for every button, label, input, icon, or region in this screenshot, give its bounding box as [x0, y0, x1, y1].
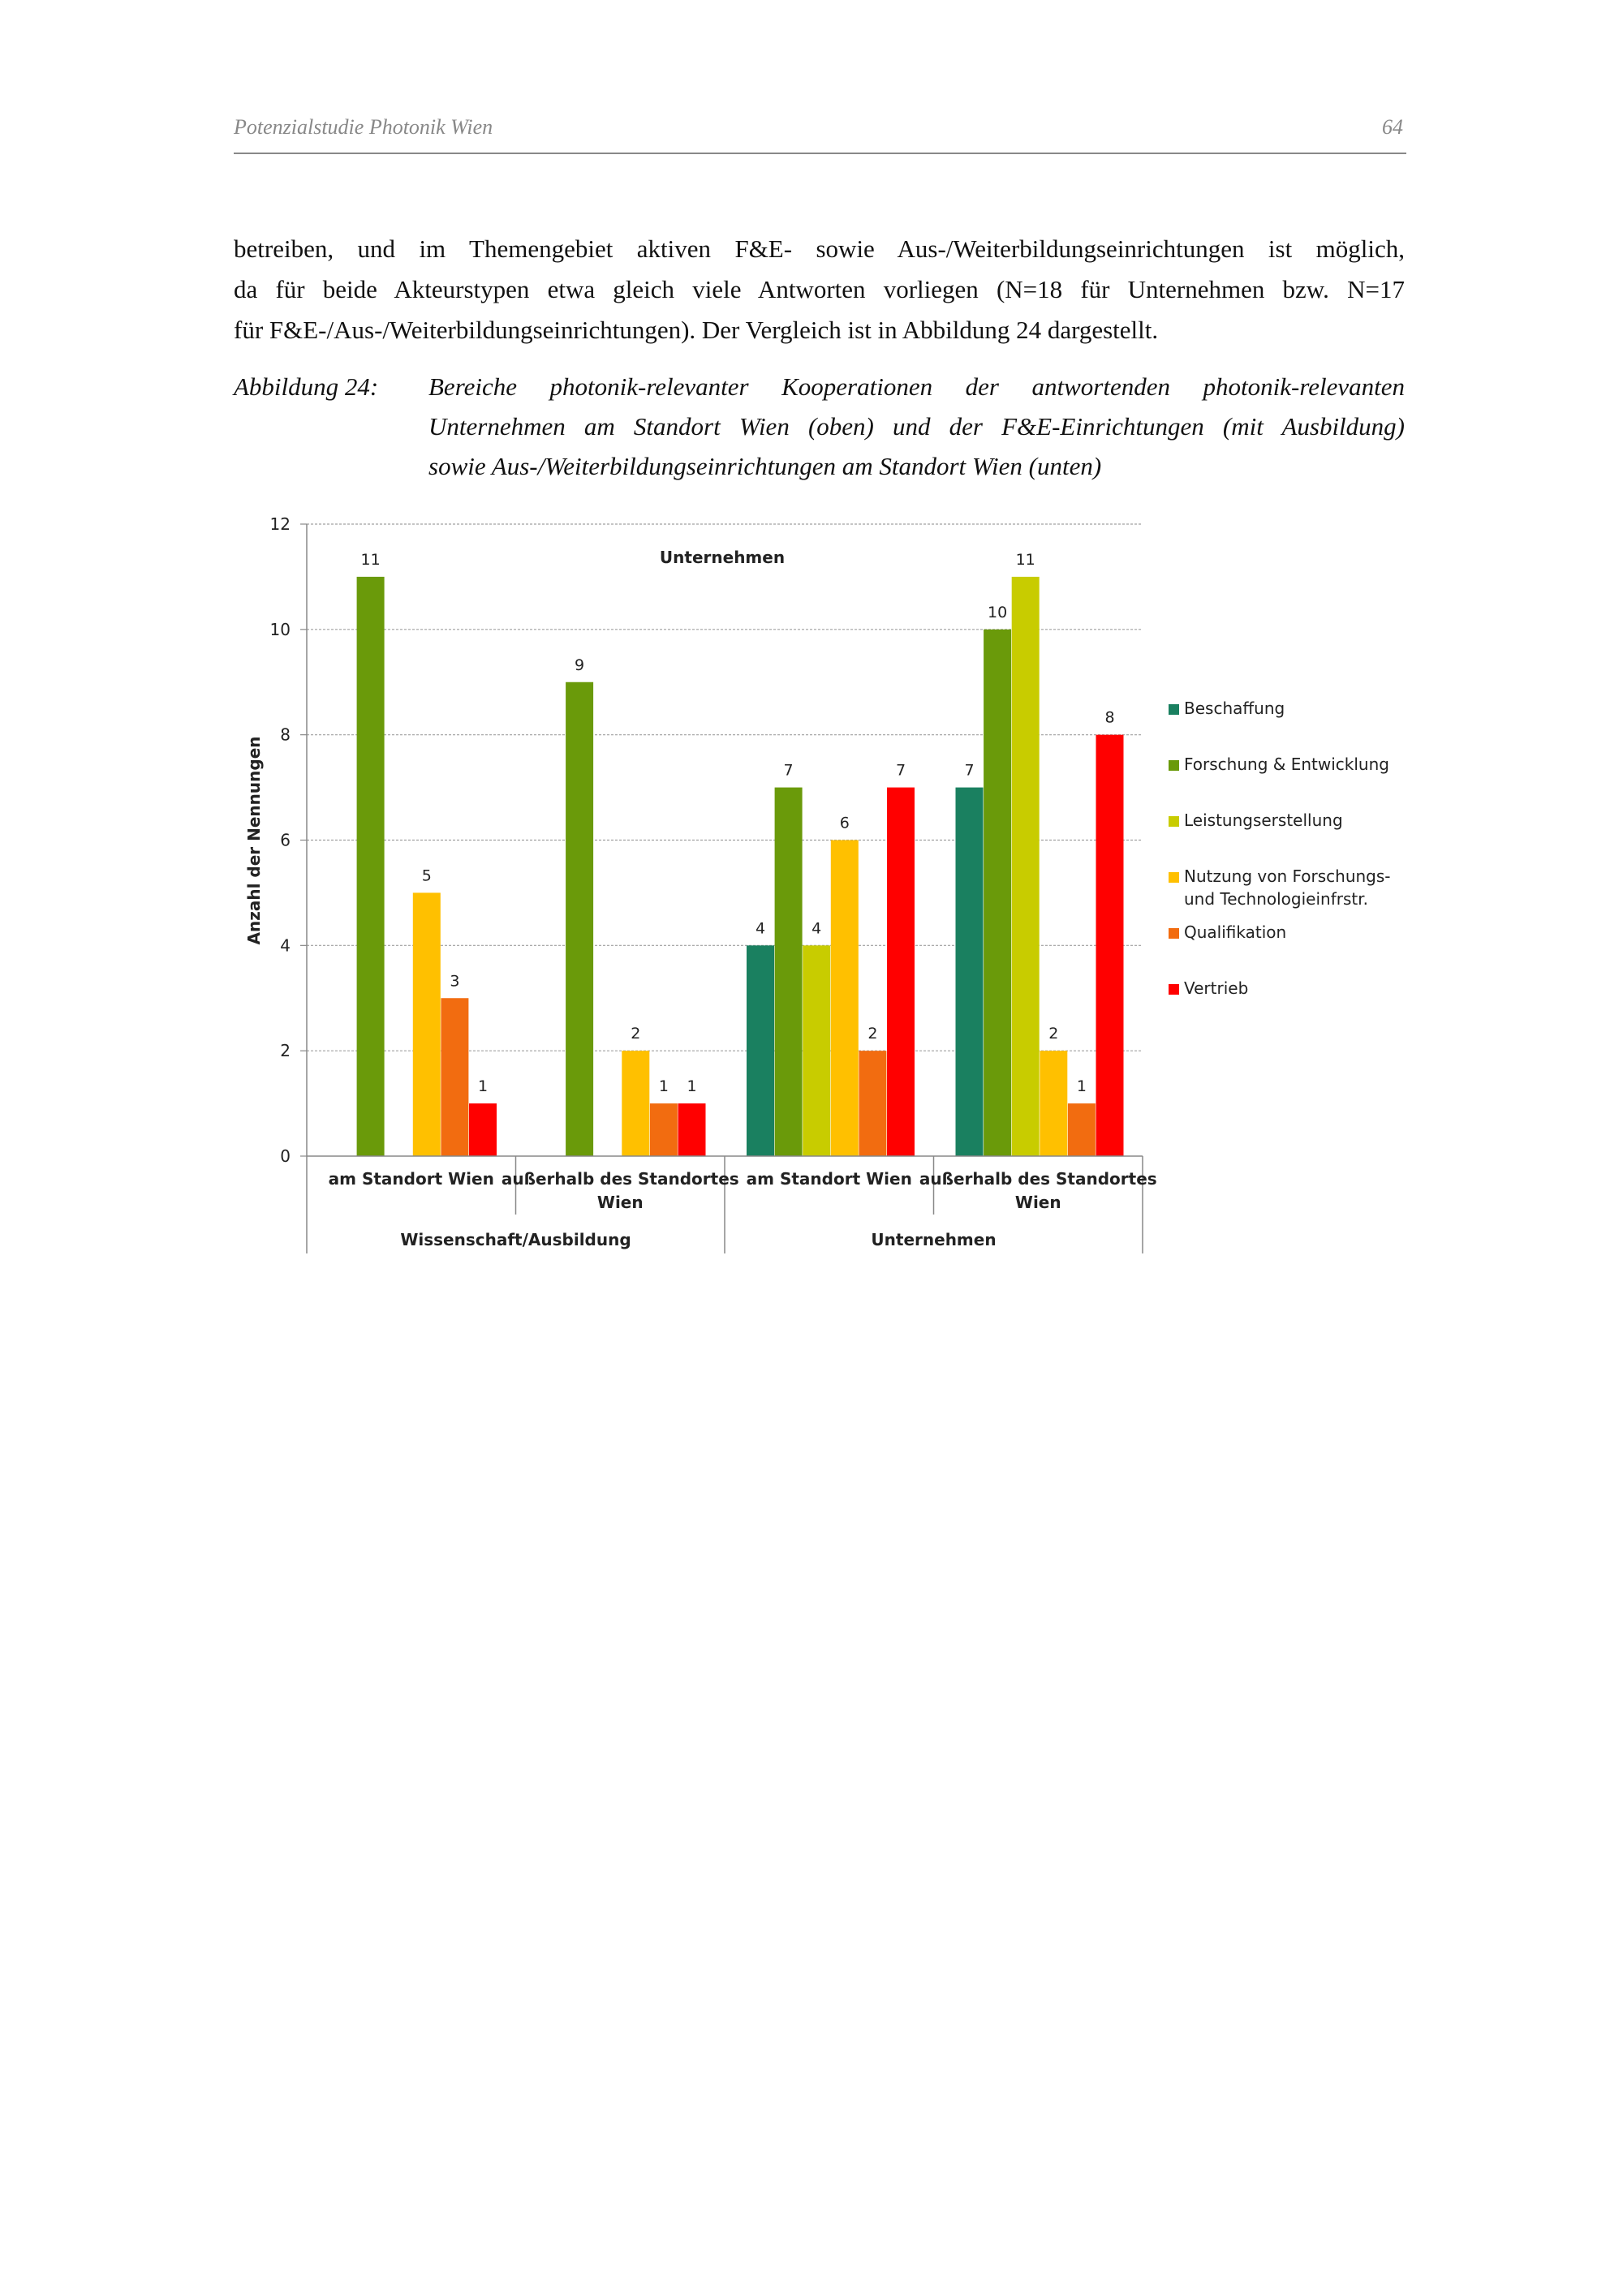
legend-label: Forschung & Entwicklung — [1184, 755, 1389, 774]
data-label: 11 — [1015, 550, 1035, 569]
body-line-3: für F&E-/Aus-/Weiterbildungseinrichtungen). Der Vergleich ist in Abbildung 24 dargestellt. — [234, 316, 1159, 344]
legend-swatch — [1169, 816, 1179, 827]
bar — [1096, 735, 1124, 1156]
legend-label: Qualifikation — [1184, 922, 1287, 942]
data-label: 2 — [1048, 1025, 1059, 1043]
data-label: 6 — [839, 814, 850, 832]
y-axis-label: Anzahl der Nennungen — [244, 736, 264, 945]
y-tick-label: 8 — [280, 724, 291, 745]
bar — [650, 1103, 678, 1156]
data-label: 2 — [867, 1025, 878, 1043]
caption-line-1: Bereiche photonik-relevanter Kooperationen der antwortenden photonik-relevanten — [428, 372, 1405, 401]
bar — [413, 892, 441, 1156]
body-line-1: betreiben, und im Themengebiet aktiven F&E- sowie Aus-/Weiterbildungseinrichtungen ist möglich, — [234, 234, 1405, 263]
data-label: 1 — [658, 1077, 669, 1096]
legend-swatch — [1169, 984, 1179, 995]
legend-label: Leistungserstellung — [1184, 810, 1343, 830]
bar — [747, 945, 774, 1156]
bar — [831, 841, 859, 1157]
x-category-label: am Standort Wien — [746, 1169, 912, 1189]
bar — [357, 577, 385, 1156]
bar — [469, 1103, 497, 1156]
legend-label: Vertrieb — [1184, 978, 1249, 998]
bar — [1040, 1051, 1067, 1156]
caption-line-3: sowie Aus-/Weiterbildungseinrichtungen am Standort Wien (unten) — [428, 452, 1102, 480]
bar — [441, 998, 468, 1156]
y-tick-label: 2 — [280, 1041, 291, 1061]
bar — [622, 1051, 649, 1156]
running-title: Potenzialstudie Photonik Wien — [234, 115, 493, 139]
figure-label: Abbildung 24: — [234, 372, 379, 401]
x-category-label: am Standort Wien — [328, 1169, 494, 1189]
legend-label: Nutzung von Forschungs- — [1184, 866, 1391, 886]
data-label: 9 — [575, 656, 585, 674]
data-label: 1 — [477, 1077, 489, 1096]
data-label: 1 — [687, 1077, 697, 1096]
legend-swatch — [1169, 704, 1179, 715]
legend-swatch — [1169, 928, 1179, 939]
bar — [678, 1103, 706, 1156]
bar — [803, 945, 830, 1156]
data-label: 7 — [783, 761, 794, 780]
data-label: 4 — [755, 919, 766, 938]
caption-line-2: Unternehmen am Standort Wien (oben) und der F&E-Einrichtungen (mit Ausbildung) — [428, 412, 1405, 441]
data-label: 4 — [812, 919, 822, 938]
y-tick-label: 12 — [269, 514, 291, 534]
page-number: 64 — [1382, 115, 1403, 139]
x-category-label: außerhalb des Standortes — [919, 1169, 1157, 1189]
x-group-label: Wissenschaft/Ausbildung — [400, 1230, 631, 1249]
y-tick-label: 4 — [280, 935, 291, 956]
legend-label: und Technologieinfrstr. — [1184, 889, 1368, 909]
data-label: 3 — [450, 972, 460, 991]
x-group-label: Unternehmen — [871, 1230, 997, 1249]
x-category-label: Wien — [596, 1193, 644, 1212]
y-tick-label: 0 — [280, 1146, 291, 1166]
data-label: 11 — [360, 550, 381, 569]
y-tick-label: 6 — [280, 830, 291, 850]
bar — [1068, 1103, 1096, 1156]
x-category-label: Wien — [1014, 1193, 1061, 1212]
data-label: 1 — [1076, 1077, 1087, 1096]
bar — [859, 1051, 886, 1156]
bar — [566, 682, 593, 1156]
legend-swatch — [1169, 872, 1179, 883]
bar — [1012, 577, 1040, 1156]
y-tick-label: 10 — [269, 619, 291, 639]
bar — [984, 630, 1011, 1156]
legend-swatch — [1169, 760, 1179, 771]
body-line-2: da für beide Akteurstypen etwa gleich viele Antworten vorliegen (N=18 für Unternehmen bzw. N=17 — [234, 275, 1405, 303]
bar — [956, 788, 984, 1156]
data-label: 2 — [631, 1025, 641, 1043]
bar — [887, 788, 915, 1156]
data-label: 7 — [895, 761, 906, 780]
data-label: 10 — [988, 603, 1008, 621]
bar — [775, 788, 803, 1156]
x-category-label: außerhalb des Standortes — [501, 1169, 739, 1189]
chart-title: Unternehmen — [659, 548, 786, 567]
legend-label: Beschaffung — [1184, 699, 1285, 718]
data-label: 5 — [421, 866, 432, 885]
data-label: 7 — [964, 761, 975, 780]
data-label: 8 — [1104, 708, 1115, 727]
